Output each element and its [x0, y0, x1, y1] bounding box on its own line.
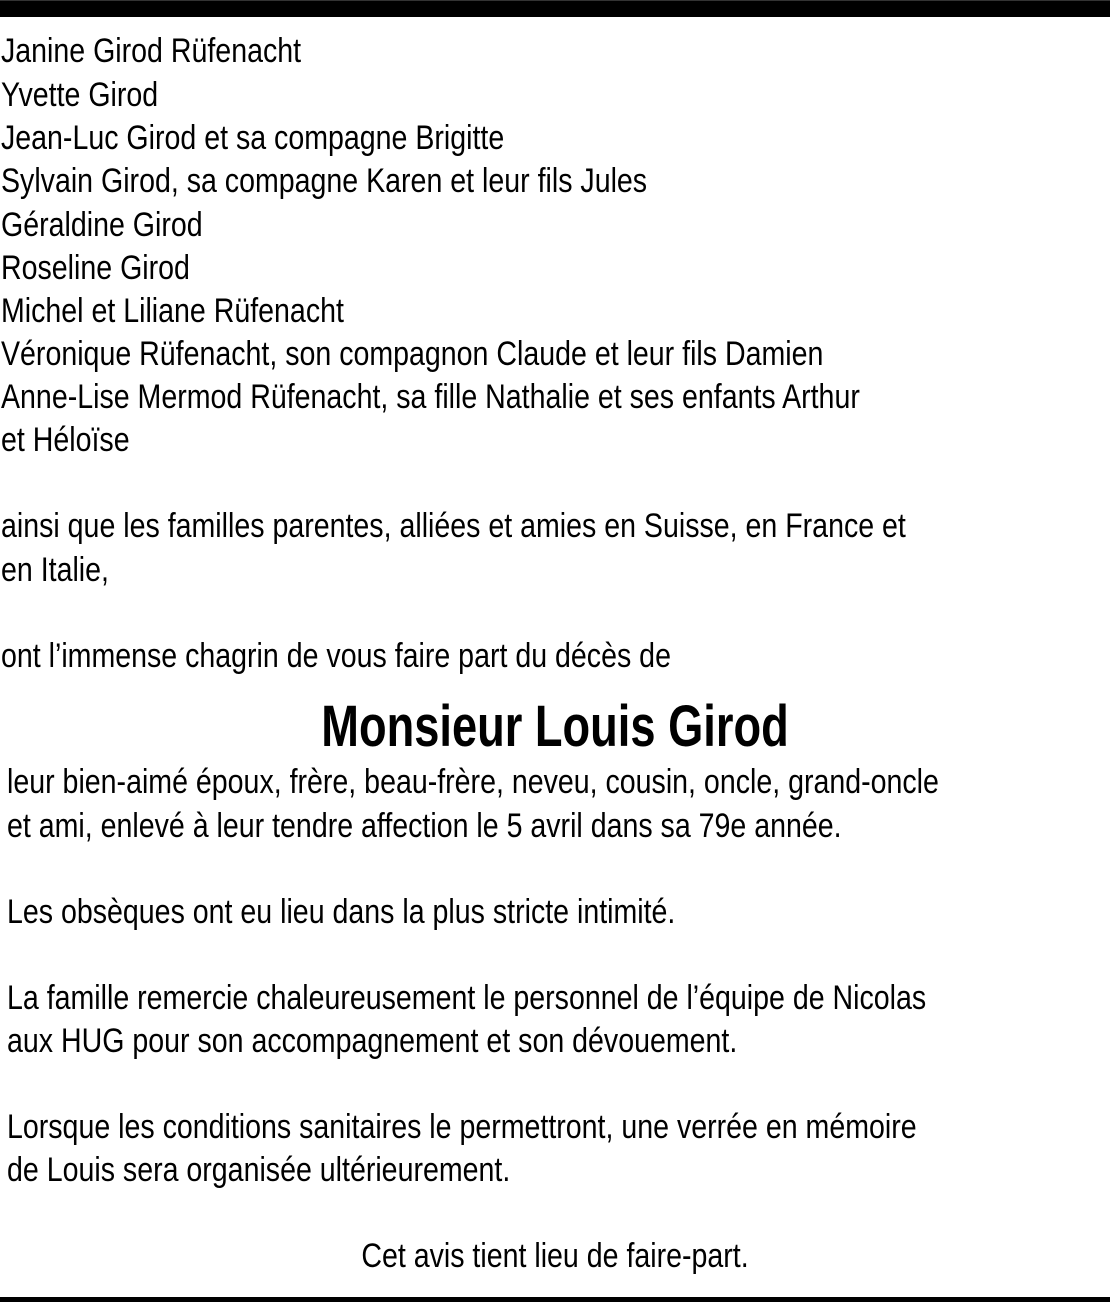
- description-line: leur bien-aimé époux, frère, beau-frère, neveu, cousin, oncle, grand-oncle: [7, 763, 939, 801]
- family-block-line: et Héloïse: [1, 421, 130, 459]
- announcement-line: ont l’immense chagrin de vous faire part du décès de: [1, 637, 671, 675]
- family-block-line: Roseline Girod: [1, 249, 190, 287]
- family-block-line: Yvette Girod: [1, 76, 159, 114]
- funeral-line: Les obsèques ont eu lieu dans la plus stricte intimité.: [7, 893, 676, 931]
- thanks-line: La famille remercie chaleureusement le personnel de l’équipe de Nicolas: [7, 979, 927, 1017]
- closing-line: Cet avis tient lieu de faire-part.: [361, 1237, 749, 1275]
- memorial-line: Lorsque les conditions sanitaires le permettront, une verrée en mémoire: [7, 1108, 917, 1146]
- family-block-line: Sylvain Girod, sa compagne Karen et leur fils Jules: [1, 162, 648, 200]
- top-rule: [0, 0, 1110, 17]
- deceased-name: Monsieur Louis Girod: [321, 694, 789, 759]
- family-block-line: Véronique Rüfenacht, son compagnon Claude et leur fils Damien: [1, 335, 824, 373]
- family-block-line: Jean-Luc Girod et sa compagne Brigitte: [1, 119, 505, 157]
- family-block-line: Janine Girod Rüfenacht: [1, 32, 302, 70]
- family-block-line: Anne-Lise Mermod Rüfenacht, sa fille Nathalie et ses enfants Arthur: [1, 378, 860, 416]
- family-block-line: Michel et Liliane Rüfenacht: [1, 292, 344, 330]
- memorial-line: de Louis sera organisée ultérieurement.: [7, 1151, 511, 1189]
- family-block-line: Géraldine Girod: [1, 206, 203, 244]
- thanks-line: aux HUG pour son accompagnement et son dévouement.: [7, 1022, 738, 1060]
- bottom-rule: [0, 1297, 1110, 1302]
- relatives-line: ainsi que les familles parentes, alliées et amies en Suisse, en France et: [1, 507, 906, 545]
- description-line: et ami, enlevé à leur tendre affection le 5 avril dans sa 79e année.: [7, 807, 842, 845]
- relatives-line: en Italie,: [1, 551, 109, 589]
